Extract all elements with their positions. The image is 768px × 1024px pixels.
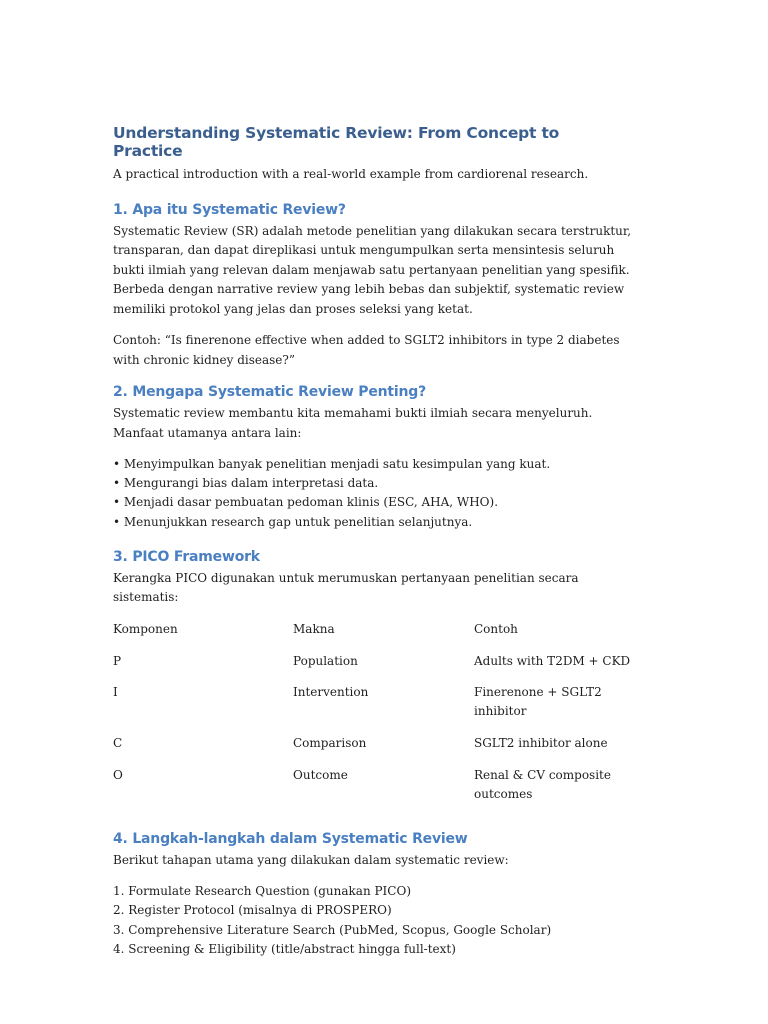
table-cell: Renal & CV composite outcomes	[474, 767, 611, 802]
benefits-list	[113, 455, 633, 532]
section-2-heading: 2. Mengapa Systematic Review Penting?	[113, 384, 426, 400]
section-3-intro: Kerangka PICO digunakan untuk merumuskan pertanyaan penelitian secara sistematis:	[113, 570, 579, 605]
list-item: 4. Screening & Eligibility (title/abstract hingga full-text)	[113, 941, 456, 956]
section-steps	[113, 831, 633, 959]
steps-list	[113, 882, 633, 959]
table-header-cell: Makna	[293, 621, 335, 636]
document-title: Understanding Systematic Review: From Concept to Practice	[113, 124, 560, 160]
section-3-heading: 3. PICO Framework	[113, 548, 260, 565]
table-cell: I	[113, 685, 118, 700]
pico-table	[113, 620, 633, 817]
section-4-heading: 4. Langkah-langkah dalam Systematic Review	[113, 830, 468, 847]
table-cell: SGLT2 inhibitor alone	[474, 736, 608, 751]
section-2-intro: Systematic review membantu kita memahami bukti ilmiah secara menyeluruh. Manfaat utamanya antara lain:	[113, 406, 593, 440]
table-header-cell: Komponen	[113, 621, 178, 636]
table-cell: C	[113, 736, 123, 751]
table-row	[113, 766, 633, 817]
section-4-intro: Berikut tahapan utama yang dilakukan dalam systematic review:	[113, 852, 509, 867]
table-row	[113, 652, 633, 684]
list-item: 2. Register Protocol (misalnya di PROSPERO)	[113, 903, 392, 918]
table-cell: O	[113, 767, 123, 782]
table-cell: Intervention	[293, 685, 369, 700]
section-what-is-sr	[113, 202, 633, 371]
section-1-heading: 1. Apa itu Systematic Review?	[113, 201, 346, 218]
table-cell: Finerenone + SGLT2 inhibitor	[474, 685, 602, 719]
list-item: • Menjadi dasar pembuatan pedoman klinis (ESC, AHA, WHO).	[113, 495, 499, 510]
table-cell: Outcome	[293, 767, 348, 782]
list-item: 3. Comprehensive Literature Search (PubMed, Scopus, Google Scholar)	[113, 922, 552, 937]
section-why-important	[113, 384, 633, 532]
list-item: • Mengurangi bias dalam interpretasi data.	[113, 476, 379, 491]
list-item: • Menyimpulkan banyak penelitian menjadi satu kesimpulan yang kuat.	[113, 457, 551, 471]
table-header-row	[113, 620, 633, 652]
table-cell: P	[113, 653, 122, 668]
table-cell: Comparison	[293, 736, 367, 751]
document-page	[113, 124, 633, 959]
list-item: 1. Formulate Research Question (gunakan PICO)	[113, 884, 411, 899]
document-subtitle: A practical introduction with a real-world example from cardiorenal research.	[113, 167, 589, 181]
table-row	[113, 683, 633, 734]
section-pico	[113, 549, 633, 817]
list-item: • Menunjukkan research gap untuk penelitian selanjutnya.	[113, 514, 473, 529]
section-1-example: Contoh: “Is finerenone effective when added to SGLT2 inhibitors in type 2 diabetes with chronic kidney disease?”	[113, 333, 620, 367]
section-1-paragraph: Systematic Review (SR) adalah metode penelitian yang dilakukan secara terstruktur, transparan, dan dapat direplikasi untuk mengumpulkan serta mensintesis seluruh bukti ilmiah yang relevan dalam menjawab satu pertanyaan penelitian yang spesifik. Berbeda dengan narrative review yang lebih bebas dan subjektif, systematic review memiliki protokol yang jelas dan proses seleksi yang ketat.	[113, 223, 632, 316]
table-row	[113, 734, 633, 766]
table-cell: Adults with T2DM + CKD	[474, 653, 631, 668]
table-cell: Population	[293, 653, 358, 668]
table-header-cell: Contoh	[474, 621, 518, 636]
